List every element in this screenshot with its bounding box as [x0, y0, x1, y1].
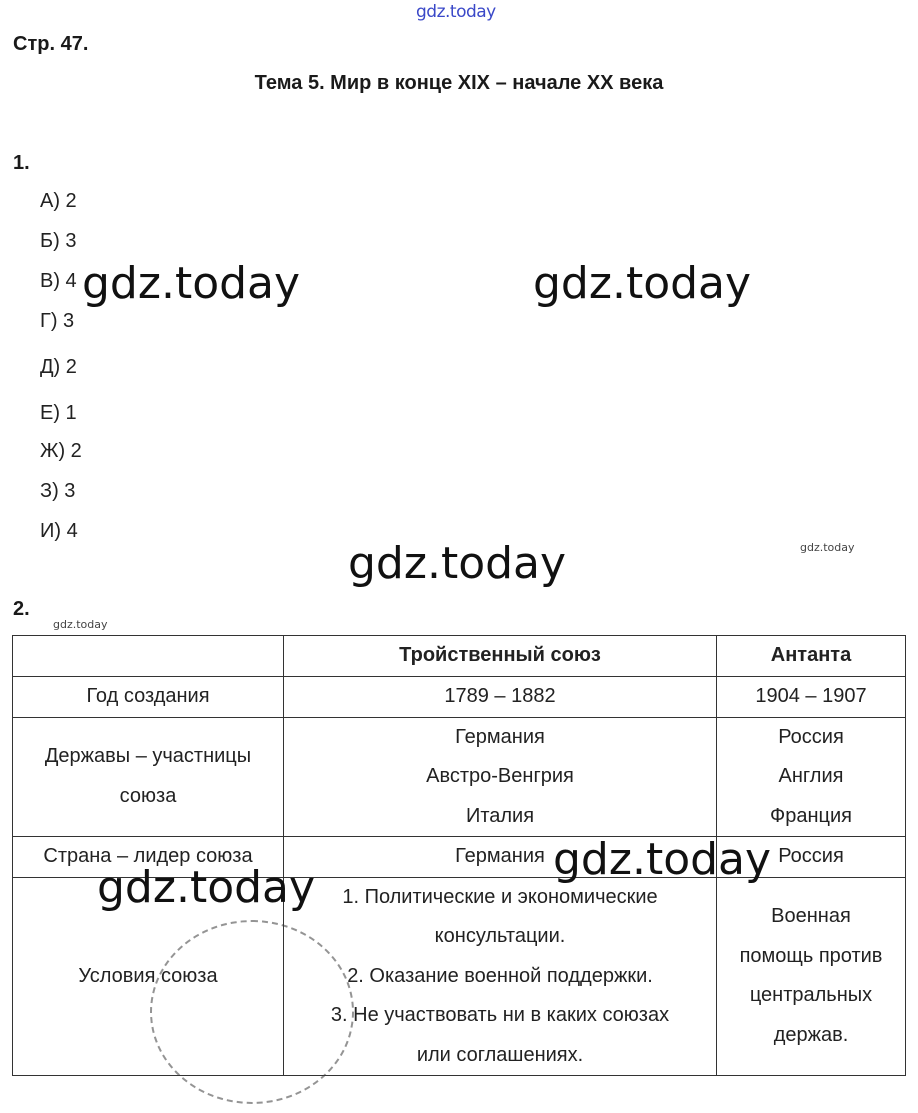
table-cell: Россия Англия Франция	[717, 717, 906, 837]
watermark-overlay: gdz.today	[348, 538, 567, 589]
answer-item: Ж) 2	[40, 440, 82, 462]
alliance-table	[12, 635, 906, 1076]
answer-item: А) 2	[40, 190, 77, 212]
table-cell: Россия	[717, 837, 906, 878]
question-1-number: 1.	[13, 152, 30, 174]
watermark-small: gdz.today	[53, 618, 108, 631]
watermark-overlay: gdz.today	[553, 834, 772, 885]
table-cell: 1904 – 1907	[717, 677, 906, 718]
answer-item: З) 3	[40, 480, 76, 502]
row-label: Страна – лидер союза	[13, 837, 284, 878]
answer-item: Е) 1	[40, 402, 77, 424]
page-title: Тема 5. Мир в конце XIX – начале XX века	[254, 72, 664, 94]
answer-item: В) 4	[40, 270, 77, 292]
table-cell: 1789 – 1882	[284, 677, 717, 718]
table-row	[13, 677, 906, 718]
table-cell: Германия Австро-Венгрия Италия	[284, 717, 717, 837]
table-header-row	[13, 636, 906, 677]
watermark-overlay: gdz.today	[533, 258, 752, 309]
question-2-number: 2.	[13, 598, 30, 620]
answer-item: Б) 3	[40, 230, 77, 252]
row-label: Условия союза	[13, 877, 284, 1076]
page-number: Стр. 47.	[13, 33, 89, 55]
table-cell: Германия	[284, 837, 717, 878]
watermark-overlay: gdz.today	[97, 862, 316, 913]
table-row	[13, 717, 906, 837]
row-label: Державы – участницы союза	[13, 717, 284, 837]
table-header-cell: Тройственный союз	[284, 636, 717, 677]
watermark-overlay: gdz.today	[82, 258, 301, 309]
watermark-small: gdz.today	[800, 541, 855, 554]
answer-item: И) 4	[40, 520, 78, 542]
watermark-top: gdz.today	[416, 2, 496, 22]
table-header-cell: Антанта	[717, 636, 906, 677]
table-header-cell	[13, 636, 284, 677]
answer-item: Г) 3	[40, 310, 75, 332]
table-cell: 1. Политические и экономические консультации. 2. Оказание военной поддержки. 3. Не участвовать ни в каких союзах или соглашениях.	[284, 877, 717, 1076]
answer-item: Д) 2	[40, 356, 77, 378]
stamp-mark	[150, 920, 354, 1104]
table-cell: Военная помощь против центральных держав.	[717, 877, 906, 1076]
row-label: Год создания	[13, 677, 284, 718]
